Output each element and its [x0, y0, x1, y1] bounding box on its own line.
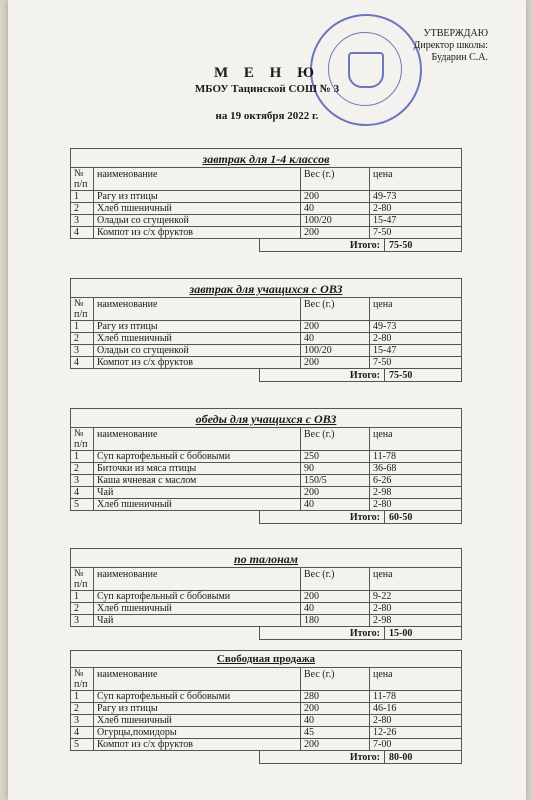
row-price: 12-26	[370, 727, 462, 739]
row-name: Хлеб пшеничный	[94, 603, 301, 615]
row-num: 3	[71, 215, 94, 227]
table-row	[71, 499, 462, 511]
row-price: 2-80	[370, 333, 462, 345]
table-row	[71, 715, 462, 727]
section-title: завтрак для учащихся с ОВЗ	[70, 278, 462, 297]
row-weight: 250	[301, 451, 370, 463]
row-name: Оладьи со сгущенкой	[94, 345, 301, 357]
header-weight: Вес (г.)	[301, 668, 370, 691]
row-weight: 200	[301, 591, 370, 603]
row-weight: 200	[301, 227, 370, 239]
row-name: Рагу из птицы	[94, 321, 301, 333]
header-num: № п/п	[71, 428, 94, 451]
menu-section	[70, 148, 462, 252]
total-value: 75-50	[384, 369, 462, 382]
menu-table	[70, 167, 462, 239]
header-name: наименование	[94, 428, 301, 451]
row-name: Рагу из птицы	[94, 191, 301, 203]
menu-section	[70, 408, 462, 524]
total-row	[70, 751, 462, 764]
table-row	[71, 463, 462, 475]
section-title: Свободная продажа	[70, 650, 462, 667]
header-name: наименование	[94, 668, 301, 691]
row-price: 46-16	[370, 703, 462, 715]
row-weight: 150/5	[301, 475, 370, 487]
header-price: цена	[370, 428, 462, 451]
table-row	[71, 703, 462, 715]
row-num: 3	[71, 615, 94, 627]
row-weight: 45	[301, 727, 370, 739]
header-weight: Вес (г.)	[301, 428, 370, 451]
row-name: Чай	[94, 615, 301, 627]
table-header-row	[71, 668, 462, 691]
row-price: 9-22	[370, 591, 462, 603]
table-row	[71, 321, 462, 333]
row-name: Хлеб пшеничный	[94, 203, 301, 215]
row-weight: 200	[301, 703, 370, 715]
row-price: 15-47	[370, 345, 462, 357]
menu-section	[70, 650, 462, 764]
table-row	[71, 487, 462, 499]
row-num: 1	[71, 691, 94, 703]
row-weight: 40	[301, 715, 370, 727]
approve-line-1: УТВЕРЖДАЮ	[423, 28, 488, 39]
total-label: Итого:	[259, 627, 384, 640]
menu-section	[70, 278, 462, 382]
header-weight: Вес (г.)	[301, 168, 370, 191]
row-price: 2-80	[370, 203, 462, 215]
row-name: Компот из с/х фруктов	[94, 739, 301, 751]
row-num: 4	[71, 227, 94, 239]
row-weight: 40	[301, 499, 370, 511]
row-name: Биточки из мяса птицы	[94, 463, 301, 475]
table-row	[71, 739, 462, 751]
row-name: Каша ячневая с маслом	[94, 475, 301, 487]
total-value: 80-00	[384, 751, 462, 764]
row-price: 11-78	[370, 691, 462, 703]
row-weight: 200	[301, 191, 370, 203]
row-price: 49-73	[370, 321, 462, 333]
table-row	[71, 603, 462, 615]
row-num: 3	[71, 475, 94, 487]
total-value: 60-50	[384, 511, 462, 524]
table-row	[71, 333, 462, 345]
header-num: № п/п	[71, 168, 94, 191]
row-name: Суп картофельный с бобовыми	[94, 451, 301, 463]
total-label: Итого:	[259, 511, 384, 524]
row-num: 1	[71, 321, 94, 333]
row-weight: 100/20	[301, 215, 370, 227]
table-row	[71, 227, 462, 239]
table-header-row	[71, 568, 462, 591]
school-name: МБОУ Тацинской СОШ № 3	[194, 83, 340, 95]
table-row	[71, 215, 462, 227]
table-row	[71, 591, 462, 603]
row-name: Суп картофельный с бобовыми	[94, 591, 301, 603]
row-weight: 100/20	[301, 345, 370, 357]
menu-date: на 19 октября 2022 г.	[215, 110, 319, 122]
row-weight: 40	[301, 203, 370, 215]
table-row	[71, 203, 462, 215]
approve-line-2: Директор школы:	[413, 40, 488, 51]
total-value: 75-50	[384, 239, 462, 252]
header-price: цена	[370, 568, 462, 591]
total-row	[70, 239, 462, 252]
row-num: 2	[71, 333, 94, 345]
table-row	[71, 615, 462, 627]
row-num: 3	[71, 715, 94, 727]
header-name: наименование	[94, 168, 301, 191]
row-weight: 200	[301, 321, 370, 333]
header-num: № п/п	[71, 668, 94, 691]
header-price: цена	[370, 298, 462, 321]
table-header-row	[71, 168, 462, 191]
table-header-row	[71, 428, 462, 451]
table-row	[71, 691, 462, 703]
row-num: 2	[71, 203, 94, 215]
row-num: 3	[71, 345, 94, 357]
header-weight: Вес (г.)	[301, 568, 370, 591]
header-weight: Вес (г.)	[301, 298, 370, 321]
row-weight: 90	[301, 463, 370, 475]
row-weight: 40	[301, 333, 370, 345]
page-title: М Е Н Ю	[214, 65, 320, 81]
total-label: Итого:	[259, 751, 384, 764]
row-num: 4	[71, 357, 94, 369]
table-row	[71, 345, 462, 357]
row-price: 6-26	[370, 475, 462, 487]
total-row	[70, 369, 462, 382]
row-price: 7-50	[370, 357, 462, 369]
menu-table	[70, 667, 462, 751]
row-num: 2	[71, 603, 94, 615]
row-price: 7-50	[370, 227, 462, 239]
row-price: 2-80	[370, 499, 462, 511]
menu-section	[70, 548, 462, 640]
table-row	[71, 451, 462, 463]
row-num: 2	[71, 463, 94, 475]
approve-line-3: Бударин С.А.	[431, 52, 488, 63]
row-weight: 200	[301, 739, 370, 751]
row-name: Оладьи со сгущенкой	[94, 215, 301, 227]
menu-table	[70, 427, 462, 511]
row-num: 1	[71, 591, 94, 603]
table-row	[71, 357, 462, 369]
row-weight: 200	[301, 487, 370, 499]
row-weight: 280	[301, 691, 370, 703]
row-price: 11-78	[370, 451, 462, 463]
total-value: 15-00	[384, 627, 462, 640]
row-num: 1	[71, 191, 94, 203]
table-header-row	[71, 298, 462, 321]
header-price: цена	[370, 168, 462, 191]
row-name: Хлеб пшеничный	[94, 333, 301, 345]
row-name: Суп картофельный с бобовыми	[94, 691, 301, 703]
header-name: наименование	[94, 568, 301, 591]
header-num: № п/п	[71, 298, 94, 321]
row-name: Чай	[94, 487, 301, 499]
row-num: 5	[71, 739, 94, 751]
row-price: 2-80	[370, 715, 462, 727]
section-title: завтрак для 1-4 классов	[70, 148, 462, 167]
total-row	[70, 627, 462, 640]
menu-table	[70, 567, 462, 627]
header-name: наименование	[94, 298, 301, 321]
table-row	[71, 727, 462, 739]
row-name: Хлеб пшеничный	[94, 715, 301, 727]
header-price: цена	[370, 668, 462, 691]
row-price: 36-68	[370, 463, 462, 475]
row-num: 1	[71, 451, 94, 463]
section-title: по талонам	[70, 548, 462, 567]
approval-block	[414, 28, 488, 64]
row-num: 4	[71, 727, 94, 739]
row-price: 2-80	[370, 603, 462, 615]
row-num: 5	[71, 499, 94, 511]
row-weight: 200	[301, 357, 370, 369]
row-price: 2-98	[370, 615, 462, 627]
menu-table	[70, 297, 462, 369]
row-num: 2	[71, 703, 94, 715]
section-title: обеды для учащихся с ОВЗ	[70, 408, 462, 427]
total-row	[70, 511, 462, 524]
row-num: 4	[71, 487, 94, 499]
table-row	[71, 475, 462, 487]
row-name: Рагу из птицы	[94, 703, 301, 715]
row-name: Компот из с/х фруктов	[94, 227, 301, 239]
row-weight: 180	[301, 615, 370, 627]
row-price: 49-73	[370, 191, 462, 203]
total-label: Итого:	[259, 369, 384, 382]
row-price: 2-98	[370, 487, 462, 499]
total-label: Итого:	[259, 239, 384, 252]
row-name: Огурцы,помидоры	[94, 727, 301, 739]
row-weight: 40	[301, 603, 370, 615]
row-name: Хлеб пшеничный	[94, 499, 301, 511]
table-row	[71, 191, 462, 203]
row-name: Компот из с/х фруктов	[94, 357, 301, 369]
row-price: 7-00	[370, 739, 462, 751]
header-num: № п/п	[71, 568, 94, 591]
row-price: 15-47	[370, 215, 462, 227]
